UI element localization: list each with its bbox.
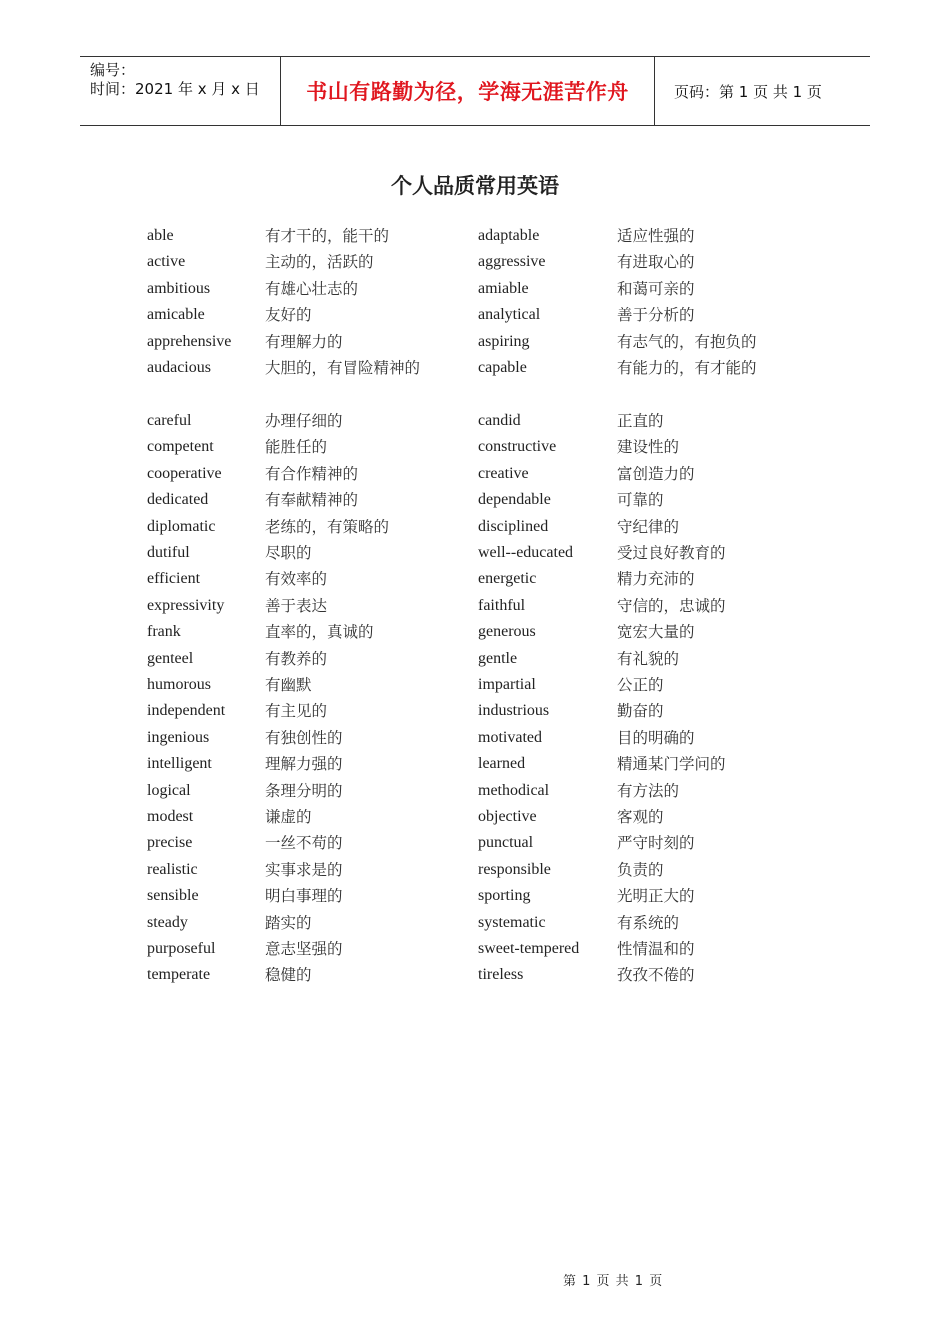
chinese-meaning: 目的明确的	[617, 728, 695, 747]
vocab-row	[0, 725, 950, 751]
chinese-meaning: 实事求是的	[265, 860, 343, 879]
english-word: cooperative	[147, 464, 222, 482]
english-word: capable	[478, 359, 527, 376]
english-word: purposeful	[147, 940, 216, 957]
english-word: disciplined	[478, 517, 549, 535]
chinese-meaning: 正直的	[617, 412, 664, 430]
vocab-row	[0, 514, 950, 540]
chinese-meaning: 有教养的	[265, 649, 328, 668]
chinese-meaning: 有系统的	[617, 913, 680, 932]
chinese-meaning: 善于表达	[265, 596, 328, 615]
time-label: 时间：2021 年 x 月 x 日	[90, 80, 260, 98]
english-word: dependable	[478, 491, 551, 509]
chinese-meaning: 受过良好教育的	[617, 544, 726, 562]
number-label: 编号：	[90, 61, 136, 79]
chinese-meaning: 有主见的	[265, 702, 328, 721]
vocab-row	[0, 223, 950, 249]
vocab-row	[0, 778, 950, 804]
vocab-row	[0, 487, 950, 513]
english-word: active	[147, 253, 186, 271]
chinese-meaning: 适应性强的	[617, 227, 695, 245]
english-word: sensible	[147, 887, 199, 905]
vocab-row	[0, 830, 950, 856]
english-word: energetic	[478, 570, 537, 588]
vocab-row	[0, 936, 950, 962]
header-motto: 书山有路勤为径，学海无涯苦作舟	[281, 57, 655, 125]
chinese-meaning: 精通某门学问的	[617, 755, 726, 774]
chinese-meaning: 办理仔细的	[265, 412, 343, 430]
english-word: objective	[478, 808, 537, 825]
english-word: realistic	[147, 860, 198, 878]
chinese-meaning: 公正的	[617, 676, 664, 694]
vocab-row	[0, 646, 950, 672]
chinese-meaning: 有能力的，有才能的	[617, 359, 757, 377]
chinese-meaning: 严守时刻的	[617, 834, 695, 853]
english-word: dutiful	[147, 544, 190, 561]
chinese-meaning: 有方法的	[617, 781, 680, 800]
vocab-row	[0, 962, 950, 988]
chinese-meaning: 老练的，有策略的	[265, 517, 390, 536]
chinese-meaning: 能胜任的	[265, 438, 328, 457]
chinese-meaning: 明白事理的	[265, 887, 343, 906]
vocab-row	[0, 276, 950, 302]
chinese-meaning: 有才干的，能干的	[265, 227, 390, 245]
english-word: diplomatic	[147, 517, 216, 535]
vocab-row	[0, 619, 950, 645]
english-word: frank	[147, 623, 181, 641]
english-word: humorous	[147, 676, 211, 693]
english-word: modest	[147, 808, 194, 825]
english-word: candid	[478, 412, 521, 429]
vocab-row	[0, 672, 950, 698]
english-word: logical	[147, 781, 191, 799]
chinese-meaning: 有雄心壮志的	[265, 279, 359, 298]
english-word: punctual	[478, 834, 534, 852]
chinese-meaning: 性情温和的	[617, 940, 695, 958]
vocab-row	[0, 698, 950, 724]
chinese-meaning: 精力充沛的	[617, 570, 695, 589]
vocab-row	[0, 540, 950, 566]
chinese-meaning: 勤奋的	[617, 702, 664, 721]
header-page-info	[664, 57, 870, 125]
english-word: dedicated	[147, 491, 209, 509]
english-word: systematic	[478, 913, 546, 931]
vocab-row	[0, 434, 950, 460]
chinese-meaning: 大胆的，有冒险精神的	[265, 359, 421, 377]
english-word: adaptable	[478, 227, 540, 244]
chinese-meaning: 和蔼可亲的	[617, 279, 695, 298]
english-word: constructive	[478, 438, 557, 456]
vocab-row	[0, 249, 950, 275]
header-meta-cell	[80, 57, 281, 125]
english-word: intelligent	[147, 755, 212, 773]
document-header	[80, 56, 870, 126]
chinese-meaning: 友好的	[265, 306, 312, 325]
english-word: ingenious	[147, 728, 210, 746]
chinese-meaning: 理解力强的	[265, 755, 343, 774]
page-info-text: 页码：第 1 页 共 1 页	[674, 82, 822, 101]
vocab-row	[0, 593, 950, 619]
english-word: gentle	[478, 649, 518, 667]
english-word: well--educated	[478, 544, 574, 561]
chinese-meaning: 宽宏大量的	[617, 623, 695, 642]
english-word: temperate	[147, 966, 211, 984]
english-word: sweet-tempered	[478, 940, 580, 957]
vocab-row	[0, 408, 950, 434]
english-word: genteel	[147, 649, 194, 667]
chinese-meaning: 有奉献精神的	[265, 491, 359, 510]
english-word: motivated	[478, 728, 542, 746]
vocab-row	[0, 302, 950, 328]
vocab-row	[0, 804, 950, 830]
english-word: sporting	[478, 887, 531, 905]
english-word: amiable	[478, 279, 529, 297]
chinese-meaning: 直率的，真诚的	[265, 623, 374, 642]
chinese-meaning: 负责的	[617, 860, 664, 879]
english-word: aggressive	[478, 253, 546, 271]
vocab-row	[0, 329, 950, 355]
english-word: tireless	[478, 966, 524, 984]
chinese-meaning: 有效率的	[265, 570, 328, 589]
chinese-meaning: 有独创性的	[265, 728, 343, 747]
english-word: responsible	[478, 860, 551, 878]
chinese-meaning: 稳健的	[265, 966, 312, 985]
english-word: competent	[147, 438, 214, 456]
english-word: amicable	[147, 306, 205, 324]
english-word: careful	[147, 412, 192, 429]
page-title: 个人品质常用英语	[391, 174, 559, 198]
chinese-meaning: 意志坚强的	[265, 940, 343, 958]
chinese-meaning: 守信的，忠诚的	[617, 596, 726, 615]
english-word: impartial	[478, 676, 536, 693]
english-word: aspiring	[478, 332, 530, 350]
english-word: precise	[147, 834, 193, 852]
english-word: creative	[478, 464, 529, 482]
chinese-meaning: 善于分析的	[617, 306, 695, 325]
vocab-row	[0, 355, 950, 381]
vocab-row	[0, 751, 950, 777]
chinese-meaning: 守纪律的	[617, 517, 680, 536]
english-word: learned	[478, 755, 526, 773]
chinese-meaning: 谦虚的	[265, 808, 312, 826]
vocab-row	[0, 910, 950, 936]
chinese-meaning: 尽职的	[265, 544, 312, 562]
english-word: independent	[147, 702, 226, 720]
chinese-meaning: 有志气的，有抱负的	[617, 332, 757, 351]
chinese-meaning: 富创造力的	[617, 464, 695, 483]
vocab-row	[0, 883, 950, 909]
chinese-meaning: 一丝不苟的	[265, 834, 343, 853]
vocab-row	[0, 566, 950, 592]
vocab-row	[0, 857, 950, 883]
english-word: apprehensive	[147, 332, 232, 350]
chinese-meaning: 建设性的	[617, 438, 680, 457]
chinese-meaning: 有幽默	[265, 676, 312, 694]
english-word: generous	[478, 623, 536, 641]
vocab-row	[0, 461, 950, 487]
english-word: industrious	[478, 702, 550, 720]
chinese-meaning: 孜孜不倦的	[617, 966, 695, 985]
english-word: audacious	[147, 359, 211, 376]
english-word: analytical	[478, 306, 541, 324]
chinese-meaning: 主动的，活跃的	[265, 253, 374, 272]
english-word: faithful	[478, 596, 526, 614]
english-word: ambitious	[147, 279, 211, 297]
chinese-meaning: 有合作精神的	[265, 464, 359, 483]
chinese-meaning: 可靠的	[617, 491, 664, 510]
chinese-meaning: 踏实的	[265, 913, 312, 932]
chinese-meaning: 有礼貌的	[617, 649, 680, 668]
chinese-meaning: 条理分明的	[265, 781, 343, 800]
chinese-meaning: 客观的	[617, 808, 664, 826]
chinese-meaning: 有理解力的	[265, 332, 343, 351]
english-word: efficient	[147, 570, 201, 588]
english-word: steady	[147, 913, 188, 931]
chinese-meaning: 光明正大的	[617, 887, 695, 906]
english-word: able	[147, 227, 174, 244]
english-word: expressivity	[147, 596, 225, 614]
page-footer: 第 1 页 共 1 页	[563, 1274, 664, 1289]
english-word: methodical	[478, 781, 550, 799]
chinese-meaning: 有进取心的	[617, 253, 695, 272]
